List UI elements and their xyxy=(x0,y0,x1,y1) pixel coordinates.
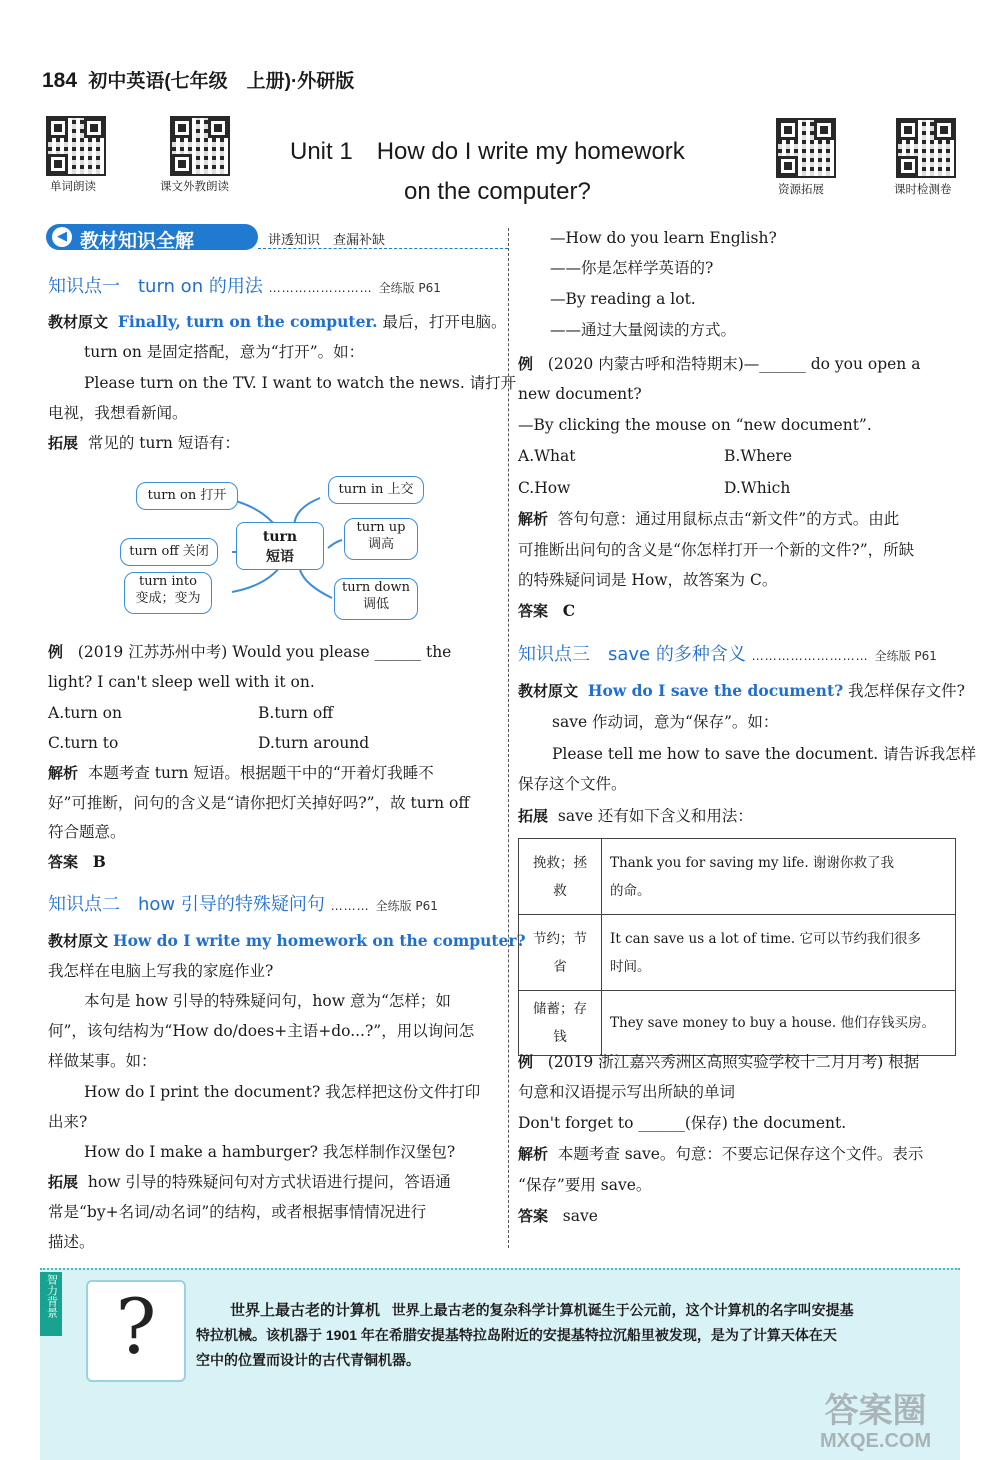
table-row xyxy=(519,915,956,991)
save-meanings-table xyxy=(518,838,956,1056)
kp1-analysis-cont: 好”可推断，问句的含义是“请你把灯关掉好吗?”，故 turn off xyxy=(48,794,470,812)
watermark: 答案圈 MXQE.COM xyxy=(820,1392,932,1452)
kp2-exercise: 例 (2020 内蒙古呼和浩特期末)—______ do you open a xyxy=(518,355,921,373)
dialogue-line-4: ——通过大量阅读的方式。 xyxy=(550,321,737,339)
mindmap-node-turn-in: turn in 上交 xyxy=(328,476,424,504)
dialogue-line-3: —By reading a lot. xyxy=(550,290,696,308)
table-row xyxy=(519,991,956,1056)
kp1-option-a: A.turn on xyxy=(48,704,122,722)
knowledge-point-1-title: 知识点一 turn on 的用法 …………………… 全练版 P61 xyxy=(48,276,441,297)
kp3-example-sentence: Please tell me how to save the document. 请告诉我怎样 xyxy=(552,745,977,763)
kp1-exercise-cont: light? I can't sleep well with it on. xyxy=(48,673,315,691)
kp2-extension: 拓展 how 引导的特殊疑问句对方式状语进行提问，答语通 xyxy=(48,1173,451,1191)
kp3-extension: 拓展 save 还有如下含义和用法： xyxy=(518,807,753,825)
kp1-analysis-cont2: 符合题意。 xyxy=(48,823,126,841)
kp2-analysis-cont2: 的特殊疑问词是 How，故答案为 C。 xyxy=(518,571,778,589)
qr-code-resources[interactable] xyxy=(776,118,836,178)
qr-caption: 单词朗读 xyxy=(50,179,96,193)
kp1-original: 教材原文 Finally, turn on the computer. 最后，打开电脑。 xyxy=(48,312,507,331)
kp2-answer: 答案 C xyxy=(518,601,576,620)
dialogue-line-2: ——你是怎样学英语的? xyxy=(550,259,714,277)
mindmap-node-turn-down: turn down 调低 xyxy=(334,578,418,620)
kp1-option-d: D.turn around xyxy=(258,734,370,752)
turn-phrases-mindmap xyxy=(120,470,430,620)
table-cell-example: It can save us a lot of time. 它可以节约我们很多 时间。 xyxy=(602,915,956,991)
footer-tag: 智力背景 xyxy=(40,1272,62,1336)
page-number: 184 xyxy=(42,69,78,92)
dialogue-line-1: —How do you learn English? xyxy=(550,229,777,247)
table-cell-meaning: 挽救；拯救 xyxy=(519,839,602,915)
kp3-exercise: 例 (2019 浙江嘉兴秀洲区高照实验学校十二月月考) 根据 xyxy=(518,1053,920,1071)
kp2-option-b: B.Where xyxy=(724,447,792,465)
mindmap-node-turn-up: turn up 调高 xyxy=(344,518,418,560)
question-mark-illustration: ? xyxy=(86,1280,186,1382)
kp2-option-d: D.Which xyxy=(724,479,791,497)
table-cell-meaning: 节约；节省 xyxy=(519,915,602,991)
knowledge-point-2-title: 知识点二 how 引导的特殊疑问句 ……… 全练版 P61 xyxy=(48,894,438,915)
kp2-paragraph: 本句是 how 引导的特殊疑问句，how 意为“怎样；如 xyxy=(84,992,451,1010)
unit-title-line1: Unit 1 How do I write my homework xyxy=(290,138,685,165)
mindmap-node-turn-on: turn on 打开 xyxy=(136,482,238,510)
kp2-option-a: A.What xyxy=(518,447,576,465)
kp2-analysis: 解析 答句句意：通过用鼠标点击“新文件”的方式。由此 xyxy=(518,510,900,528)
qr-caption: 资源拓展 xyxy=(778,182,824,196)
unit-title xyxy=(290,132,685,212)
kp1-answer: 答案 B xyxy=(48,852,106,871)
footer-paragraph-line3: 空中的位置而设计的古代青铜机器。 xyxy=(196,1352,420,1368)
kp1-analysis: 解析 本题考查 turn 短语。根据题干中的“开着灯我睡不 xyxy=(48,764,434,782)
kp2-option-c: C.How xyxy=(518,479,571,497)
kp2-original: 教材原文 How do I write my homework on the computer? xyxy=(48,931,526,950)
kp1-paragraph: turn on 是固定搭配，意为“打开”。如： xyxy=(84,343,365,361)
knowledge-point-3-title: 知识点三 save 的多种含义 ……………………… 全练版 P61 xyxy=(518,644,937,665)
footer-paragraph-line2: 特拉机械。该机器于 1901 年在希腊安提基特拉岛附近的安提基特拉沉船里被发现，是为了计算天体在天 xyxy=(196,1327,837,1343)
kp2-paragraph-cont2: 样做某事。如： xyxy=(48,1052,157,1070)
footer-title: 世界上最古老的计算机 xyxy=(230,1302,381,1319)
kp3-answer: 答案 save xyxy=(518,1207,598,1225)
qr-code-text-reading[interactable] xyxy=(170,116,230,176)
kp3-example-sentence-cont: 保存这个文件。 xyxy=(518,775,627,793)
qr-code-lesson-test[interactable] xyxy=(896,118,956,178)
kp3-analysis-cont: “保存”要用 save。 xyxy=(518,1176,652,1194)
mindmap-node-turn-into: turn into 变成；变为 xyxy=(124,572,212,614)
table-cell-example: They save money to buy a house. 他们存钱买房。 xyxy=(602,991,956,1056)
kp3-original: 教材原文 How do I save the document? 我怎样保存文件? xyxy=(518,681,965,700)
kp2-paragraph-cont: 何”，该句结构为“How do/does+主语+do...?”，用以询问怎 xyxy=(48,1022,475,1040)
kp3-paragraph: save 作动词，意为“保存”。如： xyxy=(552,713,779,731)
mindmap-node-turn-off: turn off 关闭 xyxy=(120,538,218,566)
kp1-example-sentence-cont: 电视，我想看新闻。 xyxy=(48,404,188,422)
qr-caption: 课文外教朗读 xyxy=(160,179,229,193)
kp2-exercise-cont2: —By clicking the mouse on “new document”. xyxy=(518,416,872,434)
table-row xyxy=(519,839,956,915)
qr-code-word-reading[interactable] xyxy=(46,116,106,176)
section-banner xyxy=(46,224,508,252)
section-title: 教材知识全解 xyxy=(80,231,195,252)
kp2-original-cn: 我怎样在电脑上写我的家庭作业? xyxy=(48,962,274,980)
kp3-analysis: 解析 本题考查 save。句意：不要忘记保存这个文件。表示 xyxy=(518,1145,924,1163)
unit-title-line2: on the computer? xyxy=(404,178,591,205)
kp1-exercise: 例 (2019 江苏苏州中考) Would you please ______ the xyxy=(48,643,452,661)
kp2-extension-cont: 常是“by+名词/动名词”的结构，或者根据事情情况进行 xyxy=(48,1203,427,1221)
book-title: 初中英语(七年级 上册)·外研版 xyxy=(88,71,355,92)
kp3-exercise-cont: 句意和汉语提示写出所缺的单词 xyxy=(518,1083,736,1101)
section-dashed-line xyxy=(258,248,508,249)
mindmap-center: turn 短语 xyxy=(236,522,324,570)
kp2-example-1: How do I print the document? 我怎样把这份文件打印 xyxy=(84,1083,481,1101)
kp1-option-b: B.turn off xyxy=(258,704,334,722)
footer-paragraph-line1: 世界上最古老的计算机 世界上最古老的复杂科学计算机诞生于公元前，这个计算机的名字叫安提基 xyxy=(230,1302,854,1319)
kp2-analysis-cont: 可推断出问句的含义是“你怎样打开一个新的文件?”，所缺 xyxy=(518,541,915,559)
kp2-exercise-cont: new document? xyxy=(518,385,642,403)
kp1-example-sentence: Please turn on the TV. I want to watch the news. 请打开 xyxy=(84,374,517,392)
table-cell-meaning: 储蓄；存钱 xyxy=(519,991,602,1056)
kp2-example-1-cont: 出来? xyxy=(48,1113,88,1131)
table-cell-example: Thank you for saving my life. 谢谢你救了我 的命。 xyxy=(602,839,956,915)
kp2-extension-cont2: 描述。 xyxy=(48,1233,95,1251)
kp3-exercise-cont2: Don't forget to ______(保存) the document. xyxy=(518,1114,847,1132)
speaker-icon: ◀ xyxy=(52,227,72,247)
kp1-option-c: C.turn to xyxy=(48,734,119,752)
section-subtitle: 讲透知识 查漏补缺 xyxy=(268,232,386,247)
kp1-extension: 拓展 常见的 turn 短语有： xyxy=(48,434,240,452)
kp2-example-2: How do I make a hamburger? 我怎样制作汉堡包? xyxy=(84,1143,456,1161)
page-header xyxy=(42,66,354,93)
qr-caption: 课时检测卷 xyxy=(894,182,952,196)
